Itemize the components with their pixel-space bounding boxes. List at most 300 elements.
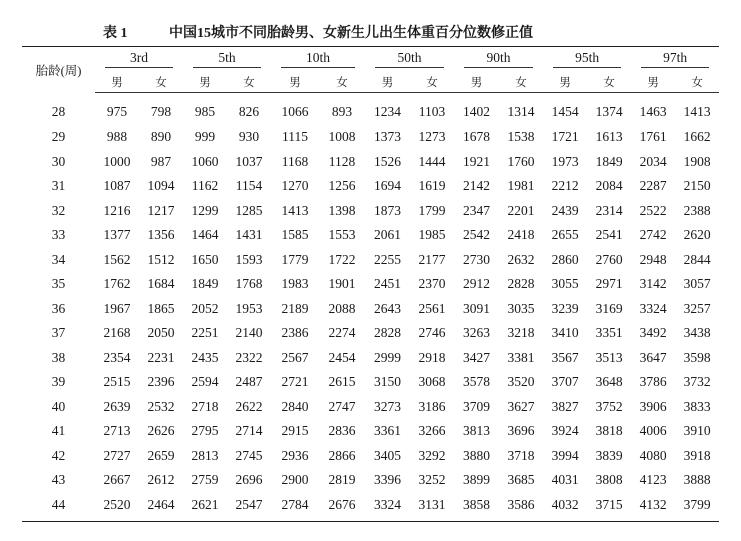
birth-weight-percentile-table bbox=[22, 46, 719, 522]
weight-value-cell: 4132 bbox=[631, 493, 675, 522]
weight-value-cell: 1431 bbox=[235, 227, 263, 243]
weight-value-cell: 2050 bbox=[147, 325, 175, 341]
weight-value-cell: 1373 bbox=[374, 129, 402, 145]
weight-value-cell: 1444 bbox=[418, 153, 446, 169]
weight-value-cell: 2034 bbox=[639, 153, 667, 169]
weight-value-cell: 2177 bbox=[418, 251, 446, 267]
weight-value-cell: 2746 bbox=[418, 325, 446, 341]
weight-value-cell: 3598 bbox=[683, 349, 711, 365]
weight-value-cell: 2212 bbox=[551, 178, 579, 194]
weight-value-cell: 3627 bbox=[507, 398, 535, 414]
weight-value-cell: 1921 bbox=[463, 153, 491, 169]
weight-value-cell: 3186 bbox=[418, 398, 446, 414]
weight-value-cell: 3169 bbox=[595, 300, 623, 316]
weight-value-cell: 3888 bbox=[683, 472, 711, 488]
male-header: 男 bbox=[365, 71, 410, 93]
weight-value-cell: 2836 bbox=[328, 423, 356, 439]
percentile-header-97th: 97th bbox=[631, 47, 719, 72]
weight-value-cell: 1779 bbox=[281, 251, 309, 267]
male-header: 男 bbox=[95, 71, 139, 93]
table-row bbox=[22, 321, 719, 346]
weight-value-cell: 2439 bbox=[551, 202, 579, 218]
weight-value-cell: 1285 bbox=[235, 202, 263, 218]
weight-value-cell: 1273 bbox=[418, 129, 446, 145]
weight-value-cell: 2322 bbox=[235, 349, 263, 365]
weight-value-cell: 2828 bbox=[507, 276, 535, 292]
weight-value-cell: 3924 bbox=[551, 423, 579, 439]
weight-value-cell: 3438 bbox=[683, 325, 711, 341]
weight-value-cell: 2721 bbox=[281, 374, 309, 390]
weight-value-cell: 2813 bbox=[191, 447, 219, 463]
table-row bbox=[22, 444, 719, 469]
male-header: 男 bbox=[631, 71, 675, 93]
weight-value-cell: 1454 bbox=[551, 104, 579, 119]
weight-value-cell: 2084 bbox=[595, 178, 623, 194]
weight-value-cell: 1103 bbox=[418, 104, 446, 119]
weight-value-cell: 1981 bbox=[507, 178, 535, 194]
weight-value-cell: 3833 bbox=[683, 398, 711, 414]
weight-value-cell: 2620 bbox=[683, 227, 711, 243]
gestational-age-cell: 34 bbox=[51, 251, 66, 267]
weight-value-cell: 3715 bbox=[587, 493, 631, 522]
weight-value-cell: 2231 bbox=[147, 349, 175, 365]
weight-value-cell: 3858 bbox=[454, 493, 499, 522]
weight-value-cell: 2626 bbox=[147, 423, 175, 439]
percentile-header-50th: 50th bbox=[365, 47, 454, 72]
gestational-age-cell: 28 bbox=[51, 103, 66, 119]
weight-value-cell: 2745 bbox=[235, 447, 263, 463]
weight-value-cell: 2621 bbox=[183, 493, 227, 522]
weight-value-cell: 1761 bbox=[639, 129, 667, 145]
weight-value-cell: 1087 bbox=[103, 178, 131, 194]
table-row bbox=[22, 297, 719, 322]
weight-value-cell: 3827 bbox=[551, 398, 579, 414]
weight-value-cell: 2676 bbox=[319, 493, 365, 522]
weight-value-cell: 1154 bbox=[235, 178, 263, 194]
weight-value-cell: 985 bbox=[194, 104, 216, 119]
weight-value-cell: 2451 bbox=[374, 276, 402, 292]
weight-value-cell: 1356 bbox=[147, 227, 175, 243]
weight-value-cell: 3150 bbox=[374, 374, 402, 390]
weight-value-cell: 4006 bbox=[639, 423, 667, 439]
weight-value-cell: 3218 bbox=[507, 325, 535, 341]
weight-value-cell: 2142 bbox=[463, 178, 491, 194]
table-row bbox=[22, 248, 719, 273]
percentile-header-10th: 10th bbox=[271, 47, 365, 72]
weight-value-cell: 1000 bbox=[103, 153, 131, 169]
weight-value-cell: 1256 bbox=[328, 178, 356, 194]
weight-value-cell: 2615 bbox=[328, 374, 356, 390]
weight-value-cell: 2915 bbox=[281, 423, 309, 439]
weight-value-cell: 988 bbox=[106, 129, 128, 145]
table-caption bbox=[103, 22, 533, 42]
weight-value-cell: 930 bbox=[238, 129, 260, 145]
weight-value-cell: 2567 bbox=[281, 349, 309, 365]
table-row bbox=[22, 395, 719, 420]
weight-value-cell: 3068 bbox=[418, 374, 446, 390]
weight-value-cell: 3839 bbox=[595, 447, 623, 463]
male-header: 男 bbox=[454, 71, 499, 93]
weight-value-cell: 1553 bbox=[328, 227, 356, 243]
weight-value-cell: 1374 bbox=[595, 104, 623, 119]
weight-value-cell: 1973 bbox=[551, 153, 579, 169]
weight-value-cell: 3786 bbox=[639, 374, 667, 390]
weight-value-cell: 1402 bbox=[463, 104, 491, 119]
weight-value-cell: 2314 bbox=[595, 202, 623, 218]
weight-value-cell: 3239 bbox=[551, 300, 579, 316]
weight-value-cell: 3361 bbox=[374, 423, 402, 439]
gestational-age-cell: 44 bbox=[22, 493, 95, 522]
weight-value-cell: 3707 bbox=[551, 374, 579, 390]
table-row bbox=[22, 199, 719, 224]
table-row bbox=[22, 370, 719, 395]
weight-value-cell: 1060 bbox=[191, 153, 219, 169]
weight-value-cell: 2201 bbox=[507, 202, 535, 218]
weight-value-cell: 3091 bbox=[463, 300, 491, 316]
weight-value-cell: 1694 bbox=[374, 178, 402, 194]
female-header: 女 bbox=[139, 71, 183, 93]
weight-value-cell: 2541 bbox=[595, 227, 623, 243]
weight-value-cell: 2454 bbox=[328, 349, 356, 365]
weight-value-cell: 1270 bbox=[281, 178, 309, 194]
weight-value-cell: 3685 bbox=[507, 472, 535, 488]
weight-value-cell: 2860 bbox=[551, 251, 579, 267]
weight-value-cell: 2936 bbox=[281, 447, 309, 463]
weight-value-cell: 2255 bbox=[374, 251, 402, 267]
female-header: 女 bbox=[227, 71, 271, 93]
weight-value-cell: 2354 bbox=[103, 349, 131, 365]
weight-value-cell: 1760 bbox=[507, 153, 535, 169]
weight-value-cell: 4080 bbox=[639, 447, 667, 463]
weight-value-cell: 1008 bbox=[328, 129, 356, 145]
weight-value-cell: 1908 bbox=[683, 153, 711, 169]
weight-value-cell: 1512 bbox=[147, 251, 175, 267]
weight-value-cell: 1562 bbox=[103, 251, 131, 267]
gestational-age-cell: 43 bbox=[51, 472, 66, 488]
weight-value-cell: 2386 bbox=[281, 325, 309, 341]
gestational-age-header: 胎龄(周) bbox=[22, 47, 95, 93]
gestational-age-cell: 42 bbox=[51, 447, 66, 463]
weight-value-cell: 2866 bbox=[328, 447, 356, 463]
weight-value-cell: 1721 bbox=[551, 129, 579, 145]
weight-value-cell: 1678 bbox=[463, 129, 491, 145]
weight-value-cell: 2168 bbox=[103, 325, 131, 341]
weight-value-cell: 2828 bbox=[374, 325, 402, 341]
weight-value-cell: 3057 bbox=[683, 276, 711, 292]
gestational-age-cell: 30 bbox=[51, 153, 66, 169]
weight-value-cell: 1985 bbox=[418, 227, 446, 243]
weight-value-cell: 2520 bbox=[95, 493, 139, 522]
weight-value-cell: 1094 bbox=[147, 178, 175, 194]
weight-value-cell: 2561 bbox=[418, 300, 446, 316]
weight-value-cell: 1873 bbox=[374, 202, 402, 218]
gestational-age-cell: 29 bbox=[51, 129, 66, 145]
weight-value-cell: 1526 bbox=[374, 153, 402, 169]
weight-value-cell: 2912 bbox=[463, 276, 491, 292]
table-row bbox=[22, 93, 719, 126]
weight-value-cell: 1768 bbox=[235, 276, 263, 292]
weight-value-cell: 2622 bbox=[235, 398, 263, 414]
weight-value-cell: 2643 bbox=[374, 300, 402, 316]
gestational-age-cell: 39 bbox=[51, 374, 66, 390]
weight-value-cell: 2948 bbox=[639, 251, 667, 267]
weight-value-cell: 1299 bbox=[191, 202, 219, 218]
weight-value-cell: 3292 bbox=[418, 447, 446, 463]
weight-value-cell: 1865 bbox=[147, 300, 175, 316]
weight-value-cell: 1234 bbox=[374, 104, 402, 119]
weight-value-cell: 1613 bbox=[595, 129, 623, 145]
weight-value-cell: 2840 bbox=[281, 398, 309, 414]
weight-value-cell: 999 bbox=[194, 129, 216, 145]
weight-value-cell: 2844 bbox=[683, 251, 711, 267]
weight-value-cell: 2370 bbox=[418, 276, 446, 292]
table-row bbox=[22, 493, 719, 522]
table-row bbox=[22, 174, 719, 199]
weight-value-cell: 987 bbox=[150, 153, 172, 169]
weight-value-cell: 1464 bbox=[191, 227, 219, 243]
weight-value-cell: 1377 bbox=[103, 227, 131, 243]
table-title: 中国15城市不同胎龄男、女新生儿出生体重百分位数修正值 bbox=[169, 26, 533, 41]
weight-value-cell: 3647 bbox=[639, 349, 667, 365]
weight-value-cell: 1037 bbox=[235, 153, 263, 169]
weight-value-cell: 2718 bbox=[191, 398, 219, 414]
weight-value-cell: 3994 bbox=[551, 447, 579, 463]
weight-value-cell: 3567 bbox=[551, 349, 579, 365]
weight-value-cell: 2971 bbox=[595, 276, 623, 292]
weight-value-cell: 3263 bbox=[463, 325, 491, 341]
gestational-age-cell: 36 bbox=[51, 300, 66, 316]
weight-value-cell: 2918 bbox=[418, 349, 446, 365]
weight-value-cell: 3918 bbox=[683, 447, 711, 463]
weight-value-cell: 1585 bbox=[281, 227, 309, 243]
weight-value-cell: 3381 bbox=[507, 349, 535, 365]
weight-value-cell: 2659 bbox=[147, 447, 175, 463]
gestational-age-cell: 37 bbox=[51, 325, 66, 341]
female-header: 女 bbox=[675, 71, 719, 93]
male-header: 男 bbox=[183, 71, 227, 93]
weight-value-cell: 2760 bbox=[595, 251, 623, 267]
percentile-header-row bbox=[22, 47, 719, 72]
weight-value-cell: 1849 bbox=[191, 276, 219, 292]
weight-value-cell: 3648 bbox=[595, 374, 623, 390]
weight-value-cell: 1953 bbox=[235, 300, 263, 316]
weight-value-cell: 3273 bbox=[374, 398, 402, 414]
weight-value-cell: 2189 bbox=[281, 300, 309, 316]
weight-value-cell: 3910 bbox=[683, 423, 711, 439]
weight-value-cell: 2487 bbox=[235, 374, 263, 390]
table-number: 表 1 bbox=[103, 26, 128, 41]
weight-value-cell: 2396 bbox=[147, 374, 175, 390]
weight-value-cell: 2435 bbox=[191, 349, 219, 365]
weight-value-cell: 3266 bbox=[418, 423, 446, 439]
weight-value-cell: 2759 bbox=[191, 472, 219, 488]
weight-value-cell: 1662 bbox=[683, 129, 711, 145]
percentile-header-3rd: 3rd bbox=[95, 47, 183, 72]
weight-value-cell: 3427 bbox=[463, 349, 491, 365]
male-header: 男 bbox=[271, 71, 319, 93]
weight-value-cell: 2547 bbox=[227, 493, 271, 522]
weight-value-cell: 2464 bbox=[139, 493, 183, 522]
gestational-age-cell: 32 bbox=[51, 202, 66, 218]
weight-value-cell: 893 bbox=[331, 104, 353, 119]
table-row bbox=[22, 272, 719, 297]
weight-value-cell: 3324 bbox=[639, 300, 667, 316]
weight-value-cell: 2532 bbox=[147, 398, 175, 414]
weight-value-cell: 3880 bbox=[463, 447, 491, 463]
weight-value-cell: 2819 bbox=[328, 472, 356, 488]
weight-value-cell: 2999 bbox=[374, 349, 402, 365]
weight-value-cell: 1538 bbox=[507, 129, 535, 145]
gestational-age-cell: 35 bbox=[51, 276, 66, 292]
weight-value-cell: 3520 bbox=[507, 374, 535, 390]
gestational-age-cell: 31 bbox=[51, 178, 66, 194]
weight-value-cell: 2742 bbox=[639, 227, 667, 243]
weight-value-cell: 2140 bbox=[235, 325, 263, 341]
weight-value-cell: 1066 bbox=[281, 104, 309, 119]
weight-value-cell: 1128 bbox=[328, 153, 356, 169]
weight-value-cell: 2388 bbox=[683, 202, 711, 218]
weight-value-cell: 2052 bbox=[191, 300, 219, 316]
weight-value-cell: 3396 bbox=[374, 472, 402, 488]
weight-value-cell: 2713 bbox=[103, 423, 131, 439]
weight-value-cell: 3405 bbox=[374, 447, 402, 463]
weight-value-cell: 2515 bbox=[103, 374, 131, 390]
percentile-header-95th: 95th bbox=[543, 47, 631, 72]
weight-value-cell: 1967 bbox=[103, 300, 131, 316]
weight-value-cell: 1398 bbox=[328, 202, 356, 218]
sex-header-row bbox=[22, 71, 719, 93]
weight-value-cell: 3410 bbox=[551, 325, 579, 341]
weight-value-cell: 1983 bbox=[281, 276, 309, 292]
weight-value-cell: 1619 bbox=[418, 178, 446, 194]
weight-value-cell: 2594 bbox=[191, 374, 219, 390]
weight-value-cell: 2667 bbox=[103, 472, 131, 488]
table-body bbox=[22, 93, 719, 522]
percentile-header-90th: 90th bbox=[454, 47, 543, 72]
weight-value-cell: 1722 bbox=[328, 251, 356, 267]
weight-value-cell: 4031 bbox=[551, 472, 579, 488]
weight-value-cell: 1314 bbox=[507, 104, 535, 119]
female-header: 女 bbox=[587, 71, 631, 93]
weight-value-cell: 3492 bbox=[639, 325, 667, 341]
weight-value-cell: 3131 bbox=[410, 493, 454, 522]
weight-value-cell: 2150 bbox=[683, 178, 711, 194]
weight-value-cell: 1463 bbox=[639, 104, 667, 119]
weight-value-cell: 826 bbox=[238, 104, 260, 119]
weight-value-cell: 1168 bbox=[281, 153, 309, 169]
weight-value-cell: 3257 bbox=[683, 300, 711, 316]
weight-value-cell: 3799 bbox=[675, 493, 719, 522]
weight-value-cell: 1901 bbox=[328, 276, 356, 292]
weight-value-cell: 2418 bbox=[507, 227, 535, 243]
weight-value-cell: 1799 bbox=[418, 202, 446, 218]
weight-value-cell: 1593 bbox=[235, 251, 263, 267]
weight-value-cell: 2287 bbox=[639, 178, 667, 194]
weight-value-cell: 2655 bbox=[551, 227, 579, 243]
weight-value-cell: 1413 bbox=[683, 104, 711, 119]
weight-value-cell: 1162 bbox=[191, 178, 219, 194]
weight-value-cell: 3252 bbox=[418, 472, 446, 488]
weight-value-cell: 1217 bbox=[147, 202, 175, 218]
weight-value-cell: 3578 bbox=[463, 374, 491, 390]
weight-value-cell: 3899 bbox=[463, 472, 491, 488]
table-row bbox=[22, 346, 719, 371]
table-row bbox=[22, 223, 719, 248]
female-header: 女 bbox=[499, 71, 543, 93]
weight-value-cell: 3035 bbox=[507, 300, 535, 316]
weight-value-cell: 1684 bbox=[147, 276, 175, 292]
weight-value-cell: 3732 bbox=[683, 374, 711, 390]
weight-value-cell: 3696 bbox=[507, 423, 535, 439]
percentile-header-5th: 5th bbox=[183, 47, 271, 72]
weight-value-cell: 2274 bbox=[328, 325, 356, 341]
weight-value-cell: 3818 bbox=[595, 423, 623, 439]
weight-value-cell: 2727 bbox=[103, 447, 131, 463]
gestational-age-cell: 38 bbox=[51, 349, 66, 365]
weight-value-cell: 2730 bbox=[463, 251, 491, 267]
weight-value-cell: 4032 bbox=[543, 493, 587, 522]
weight-value-cell: 2795 bbox=[191, 423, 219, 439]
weight-value-cell: 3808 bbox=[595, 472, 623, 488]
weight-value-cell: 2639 bbox=[103, 398, 131, 414]
weight-value-cell: 1849 bbox=[595, 153, 623, 169]
weight-value-cell: 2714 bbox=[235, 423, 263, 439]
female-header: 女 bbox=[410, 71, 454, 93]
weight-value-cell: 1115 bbox=[282, 129, 309, 145]
weight-value-cell: 3586 bbox=[499, 493, 543, 522]
table-row bbox=[22, 125, 719, 150]
weight-value-cell: 1650 bbox=[191, 251, 219, 267]
weight-value-cell: 3142 bbox=[639, 276, 667, 292]
weight-value-cell: 3906 bbox=[639, 398, 667, 414]
weight-value-cell: 2347 bbox=[463, 202, 491, 218]
weight-value-cell: 3813 bbox=[463, 423, 491, 439]
table-row bbox=[22, 150, 719, 175]
weight-value-cell: 3055 bbox=[551, 276, 579, 292]
weight-value-cell: 2900 bbox=[281, 472, 309, 488]
gestational-age-cell: 33 bbox=[51, 227, 66, 243]
weight-value-cell: 798 bbox=[150, 104, 172, 119]
weight-value-cell: 3752 bbox=[595, 398, 623, 414]
gestational-age-cell: 41 bbox=[51, 423, 66, 439]
weight-value-cell: 1413 bbox=[281, 202, 309, 218]
weight-value-cell: 2251 bbox=[191, 325, 219, 341]
weight-value-cell: 3718 bbox=[507, 447, 535, 463]
weight-value-cell: 2784 bbox=[271, 493, 319, 522]
weight-value-cell: 2522 bbox=[639, 202, 667, 218]
weight-value-cell: 3709 bbox=[463, 398, 491, 414]
weight-value-cell: 3513 bbox=[595, 349, 623, 365]
female-header: 女 bbox=[319, 71, 365, 93]
weight-value-cell: 2632 bbox=[507, 251, 535, 267]
weight-value-cell: 2542 bbox=[463, 227, 491, 243]
weight-value-cell: 2612 bbox=[147, 472, 175, 488]
weight-value-cell: 2061 bbox=[374, 227, 402, 243]
male-header: 男 bbox=[543, 71, 587, 93]
table-row bbox=[22, 419, 719, 444]
weight-value-cell: 4123 bbox=[639, 472, 667, 488]
weight-value-cell: 2088 bbox=[328, 300, 356, 316]
weight-value-cell: 1762 bbox=[103, 276, 131, 292]
weight-value-cell: 975 bbox=[106, 104, 128, 119]
weight-value-cell: 3324 bbox=[365, 493, 410, 522]
weight-value-cell: 1216 bbox=[103, 202, 131, 218]
weight-value-cell: 3351 bbox=[595, 325, 623, 341]
weight-value-cell: 2696 bbox=[235, 472, 263, 488]
gestational-age-cell: 40 bbox=[51, 398, 66, 414]
table-row bbox=[22, 468, 719, 493]
weight-value-cell: 2747 bbox=[328, 398, 356, 414]
